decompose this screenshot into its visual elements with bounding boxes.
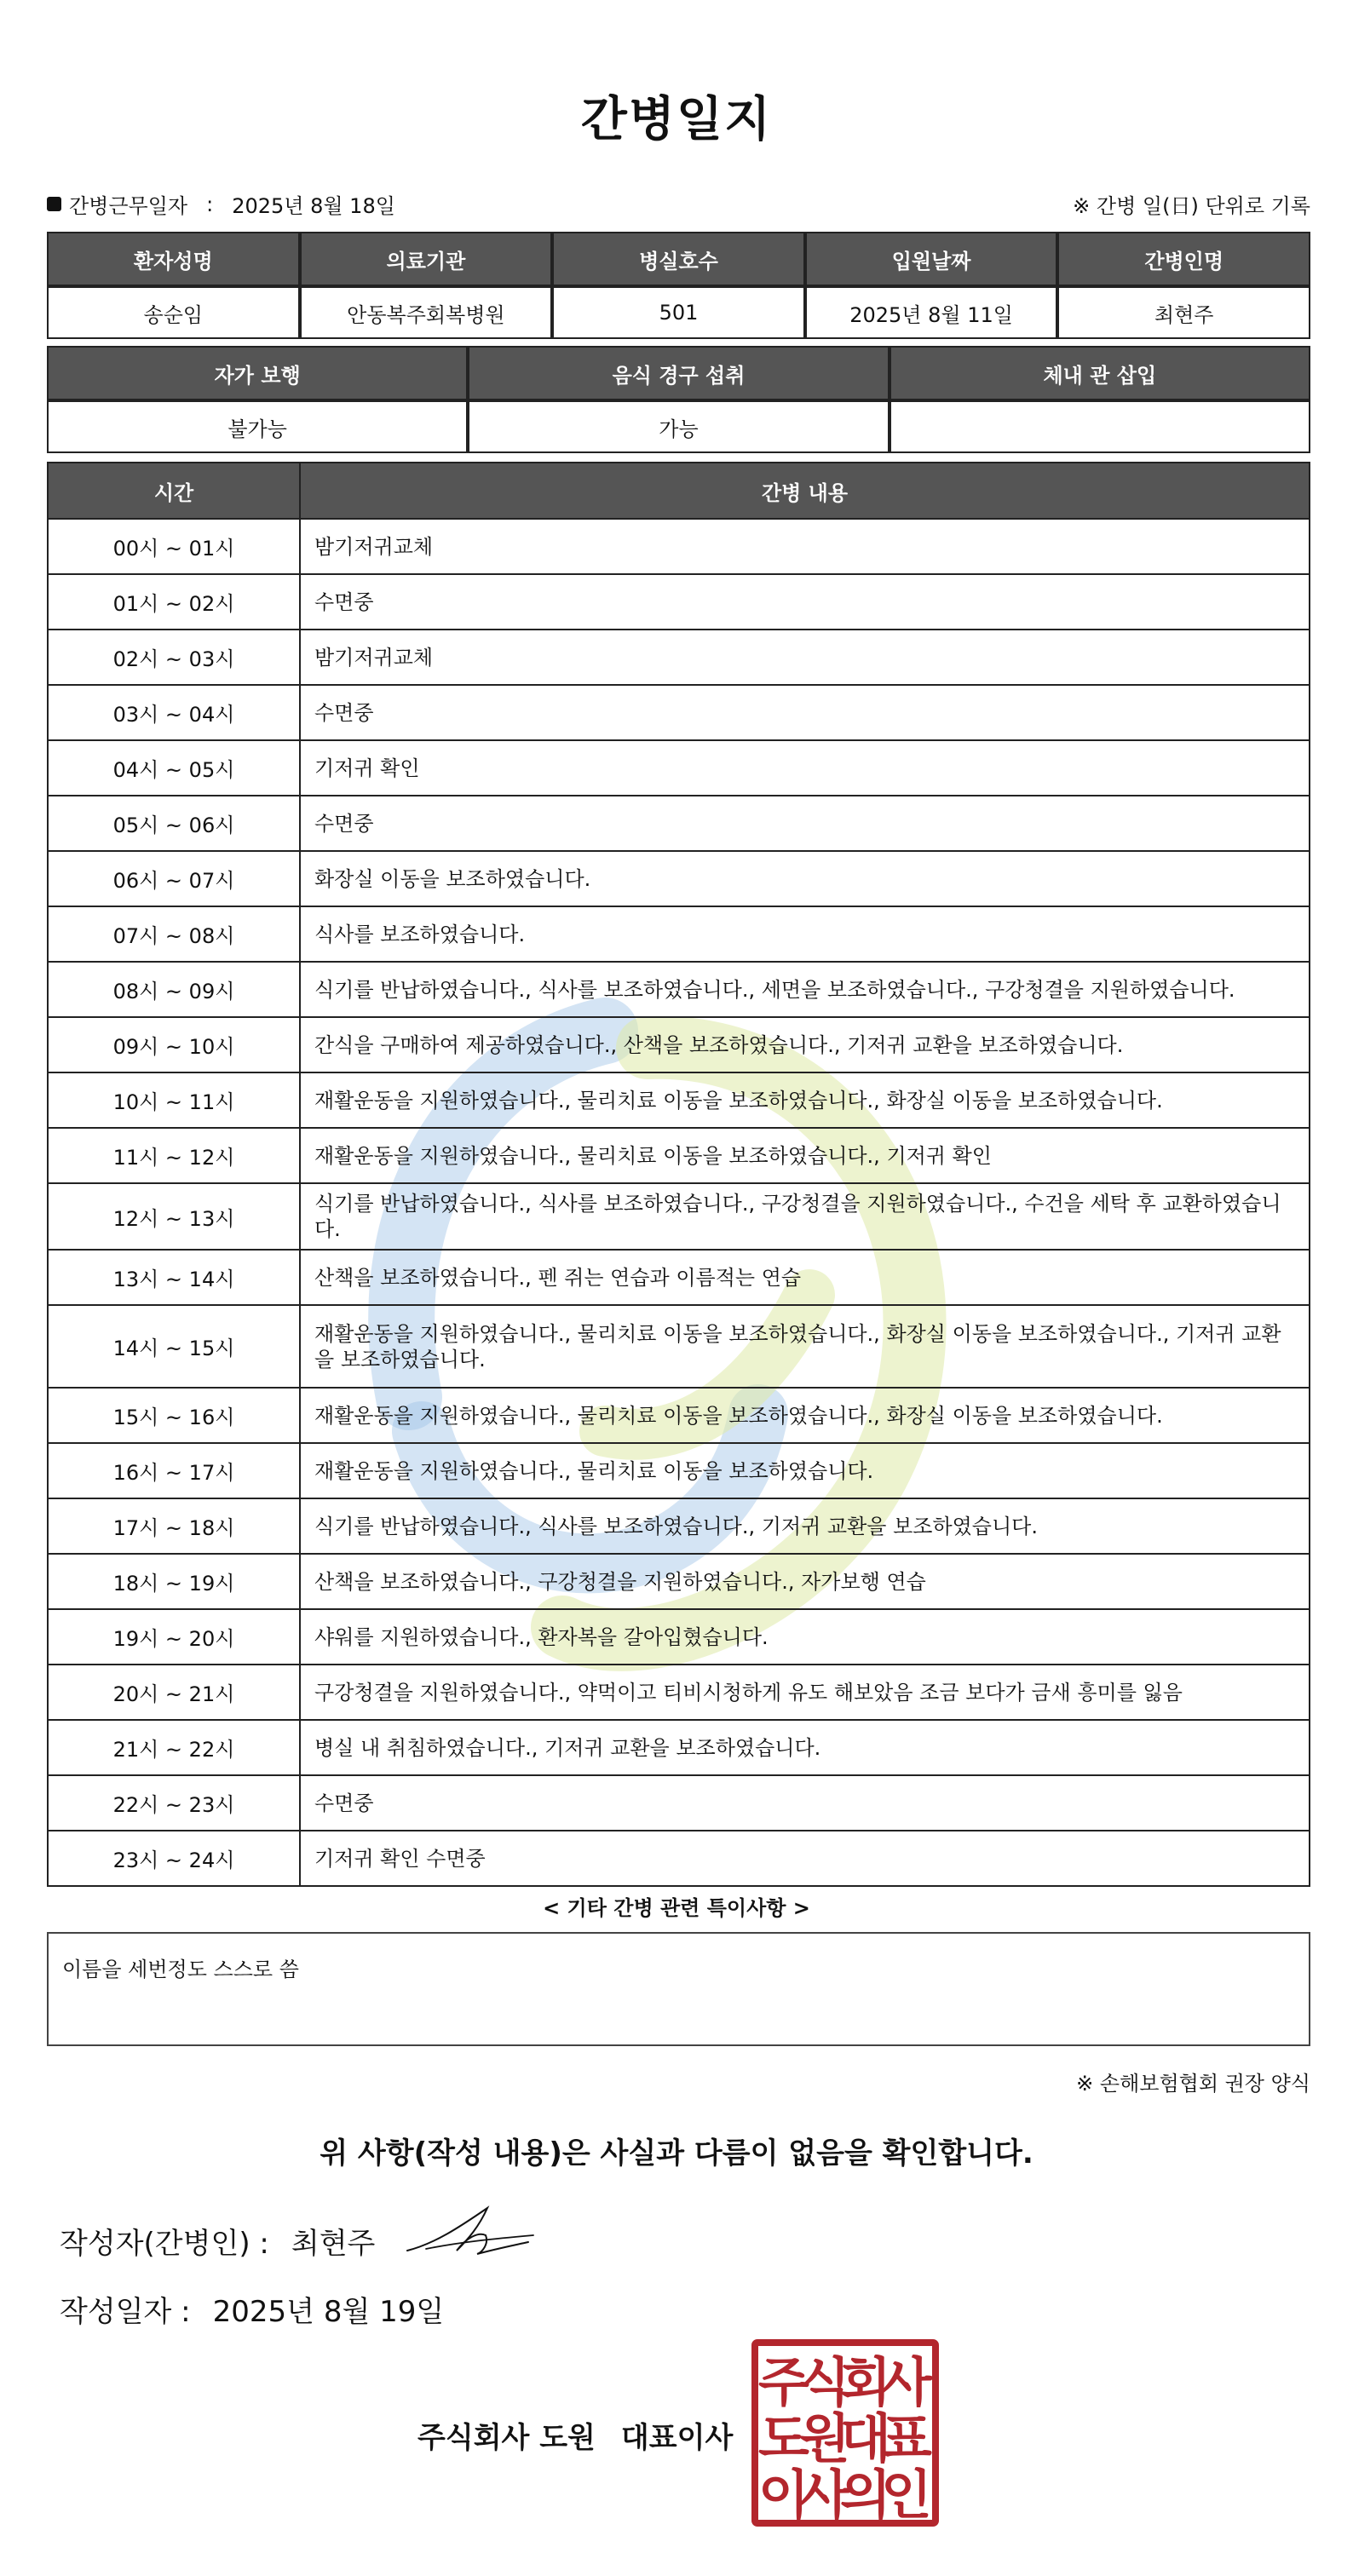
writer-line — [60, 2220, 375, 2262]
table-row — [48, 574, 1310, 630]
time-cell: 17시 ~ 18시 — [48, 1498, 300, 1554]
work-date-label: 간병근무일자 — [69, 194, 188, 218]
content-cell: 식기를 반납하였습니다., 식사를 보조하였습니다., 세면을 보조하였습니다., 구강청결을 지원하였습니다. — [300, 962, 1310, 1017]
time-cell: 10시 ~ 11시 — [48, 1072, 300, 1128]
time-cell: 20시 ~ 21시 — [48, 1665, 300, 1720]
time-cell: 03시 ~ 04시 — [48, 685, 300, 740]
table-row — [48, 1017, 1310, 1072]
form-note: ※ 손해보험협회 권장 양식 — [1076, 2072, 1310, 2096]
svg-text:사: 사 — [881, 2351, 932, 2413]
time-cell: 16시 ~ 17시 — [48, 1443, 300, 1498]
svg-text:식: 식 — [799, 2351, 850, 2413]
content-cell: 기저귀 확인 — [300, 740, 1310, 796]
content-cell: 식기를 반납하였습니다., 식사를 보조하였습니다., 구강청결을 지원하였습니다., 수건을 세탁 후 교환하였습니다. — [300, 1183, 1310, 1250]
content-cell: 샤워를 지원하였습니다., 환자복을 갈아입혔습니다. — [300, 1609, 1310, 1665]
time-cell: 01시 ~ 02시 — [48, 574, 300, 630]
content-cell: 밤기저귀교체 — [300, 519, 1310, 574]
meta-row — [47, 189, 1310, 223]
content-cell: 병실 내 취침하였습니다., 기저귀 교환을 보조하였습니다. — [300, 1720, 1310, 1775]
table-row — [48, 1388, 1310, 1443]
header-hospital: 의료기관 — [300, 232, 553, 286]
table-row — [48, 962, 1310, 1017]
table-row — [48, 1609, 1310, 1665]
table-row — [48, 1443, 1310, 1498]
time-cell: 15시 ~ 16시 — [48, 1388, 300, 1443]
header-admission-date: 입원날짜 — [805, 232, 1058, 286]
time-cell: 02시 ~ 03시 — [48, 630, 300, 685]
header-walking: 자가 보행 — [47, 346, 468, 400]
hospital-name: 안동복주회복병원 — [300, 286, 553, 339]
table-row — [48, 685, 1310, 740]
svg-text:원: 원 — [799, 2407, 850, 2470]
content-cell: 수면중 — [300, 1775, 1310, 1831]
company-role: 대표이사 — [620, 2421, 734, 2455]
special-notes-text: 이름을 세번정도 스스로 씀 — [62, 1958, 299, 1981]
header-care-content: 간병 내용 — [300, 463, 1310, 519]
patient-value-row — [47, 286, 1310, 339]
svg-text:표: 표 — [881, 2407, 932, 2470]
header-room: 병실호수 — [552, 232, 805, 286]
table-row — [48, 906, 1310, 962]
content-cell: 밤기저귀교체 — [300, 630, 1310, 685]
admission-date: 2025년 8월 11일 — [805, 286, 1058, 339]
time-cell: 11시 ~ 12시 — [48, 1128, 300, 1183]
written-date-value: 2025년 8월 19일 — [212, 2295, 445, 2329]
table-row — [48, 1720, 1310, 1775]
special-notes-box — [47, 1932, 1310, 2046]
content-cell: 재활운동을 지원하였습니다., 물리치료 이동을 보조하였습니다. — [300, 1443, 1310, 1498]
patient-info-table — [47, 232, 1310, 339]
time-cell: 14시 ~ 15시 — [48, 1305, 300, 1388]
time-cell: 06시 ~ 07시 — [48, 851, 300, 906]
writer-name: 최현주 — [291, 2227, 376, 2261]
time-cell: 13시 ~ 14시 — [48, 1250, 300, 1305]
time-cell: 12시 ~ 13시 — [48, 1183, 300, 1250]
content-cell: 수면중 — [300, 574, 1310, 630]
content-cell: 화장실 이동을 보조하였습니다. — [300, 851, 1310, 906]
care-log-header-row — [48, 463, 1310, 519]
time-cell: 00시 ~ 01시 — [48, 519, 300, 574]
table-row — [48, 796, 1310, 851]
status-header-row — [47, 346, 1310, 400]
content-cell: 산책을 보조하였습니다., 구강청결을 지원하였습니다., 자가보행 연습 — [300, 1554, 1310, 1609]
content-cell: 구강청결을 지원하였습니다., 약먹이고 티비시청하게 유도 해보았음 조금 보다가 금새 흥미를 잃음 — [300, 1665, 1310, 1720]
work-date-colon: : — [206, 192, 214, 216]
time-cell: 07시 ~ 08시 — [48, 906, 300, 962]
svg-text:도: 도 — [758, 2407, 809, 2470]
header-caregiver: 간병인명 — [1057, 232, 1310, 286]
table-row — [48, 630, 1310, 685]
status-value-row — [47, 400, 1310, 453]
time-cell: 04시 ~ 05시 — [48, 740, 300, 796]
svg-text:사: 사 — [799, 2464, 850, 2526]
company-name: 주식회사 도원 — [417, 2421, 596, 2455]
care-log-table — [47, 462, 1310, 1887]
written-date-label: 작성일자 : — [60, 2295, 191, 2329]
content-cell: 식사를 보조하였습니다. — [300, 906, 1310, 962]
table-row — [48, 1665, 1310, 1720]
time-cell: 22시 ~ 23시 — [48, 1775, 300, 1831]
header-tube-insertion: 체내 관 삽입 — [890, 346, 1310, 400]
room-number: 501 — [552, 286, 805, 339]
header-time: 시간 — [48, 463, 300, 519]
svg-text:의: 의 — [840, 2464, 891, 2526]
time-cell: 05시 ~ 06시 — [48, 796, 300, 851]
table-row — [48, 519, 1310, 574]
table-row — [48, 1128, 1310, 1183]
patient-header-row — [47, 232, 1310, 286]
document-title: 간병일지 — [580, 92, 773, 147]
table-row — [48, 1498, 1310, 1554]
time-cell: 08시 ~ 09시 — [48, 962, 300, 1017]
written-date-line — [60, 2288, 444, 2330]
table-row — [48, 851, 1310, 906]
content-cell: 수면중 — [300, 796, 1310, 851]
content-cell: 재활운동을 지원하였습니다., 물리치료 이동을 보조하였습니다., 화장실 이동을 보조하였습니다. — [300, 1388, 1310, 1443]
svg-text:인: 인 — [881, 2464, 932, 2526]
content-cell: 간식을 구매하여 제공하였습니다., 산책을 보조하였습니다., 기저귀 교환을 보조하였습니다. — [300, 1017, 1310, 1072]
square-bullet-icon — [47, 197, 61, 211]
svg-text:회: 회 — [840, 2351, 891, 2413]
header-patient-name: 환자성명 — [47, 232, 300, 286]
time-cell: 09시 ~ 10시 — [48, 1017, 300, 1072]
content-cell: 수면중 — [300, 685, 1310, 740]
tube-insertion-status — [890, 400, 1310, 453]
caregiver-name: 최현주 — [1057, 286, 1310, 339]
table-row — [48, 740, 1310, 796]
signature-image — [400, 2201, 537, 2269]
time-cell: 19시 ~ 20시 — [48, 1609, 300, 1665]
content-cell: 산책을 보조하였습니다., 펜 쥐는 연습과 이름적는 연습 — [300, 1250, 1310, 1305]
work-date-value: 2025년 8월 18일 — [232, 194, 395, 218]
writer-label: 작성자(간병인) : — [60, 2227, 269, 2261]
oral-intake-status: 가능 — [468, 400, 889, 453]
confirmation-statement: 위 사항(작성 내용)은 사실과 다름이 없음을 확인합니다. — [320, 2136, 1033, 2171]
patient-name: 송순임 — [47, 286, 300, 339]
table-row — [48, 1183, 1310, 1250]
svg-text:주: 주 — [758, 2351, 809, 2413]
content-cell: 재활운동을 지원하였습니다., 물리치료 이동을 보조하였습니다., 화장실 이동을 보조하였습니다., 기저귀 교환을 보조하였습니다. — [300, 1305, 1310, 1388]
table-row — [48, 1831, 1310, 1886]
table-row — [48, 1554, 1310, 1609]
content-cell: 재활운동을 지원하였습니다., 물리치료 이동을 보조하였습니다., 화장실 이동을 보조하였습니다. — [300, 1072, 1310, 1128]
table-row — [48, 1250, 1310, 1305]
content-cell: 식기를 반납하였습니다., 식사를 보조하였습니다., 기저귀 교환을 보조하였습니다. — [300, 1498, 1310, 1554]
record-note: ※ 간병 일(日) 단위로 기록 — [1073, 194, 1310, 218]
header-oral-intake: 음식 경구 섭취 — [468, 346, 889, 400]
company-line — [417, 2414, 733, 2456]
special-notes-title: < 기타 간병 관련 특이사항 > — [543, 1896, 810, 1920]
table-row — [48, 1072, 1310, 1128]
svg-text:이: 이 — [758, 2464, 809, 2526]
content-cell: 기저귀 확인 수면중 — [300, 1831, 1310, 1886]
patient-status-table — [47, 346, 1310, 453]
time-cell: 18시 ~ 19시 — [48, 1554, 300, 1609]
company-seal-stamp — [750, 2337, 941, 2528]
svg-text:대: 대 — [840, 2407, 891, 2470]
work-date — [47, 189, 395, 219]
table-row — [48, 1305, 1310, 1388]
walking-status: 불가능 — [47, 400, 468, 453]
table-row — [48, 1775, 1310, 1831]
time-cell: 21시 ~ 22시 — [48, 1720, 300, 1775]
time-cell: 23시 ~ 24시 — [48, 1831, 300, 1886]
content-cell: 재활운동을 지원하였습니다., 물리치료 이동을 보조하였습니다., 기저귀 확인 — [300, 1128, 1310, 1183]
